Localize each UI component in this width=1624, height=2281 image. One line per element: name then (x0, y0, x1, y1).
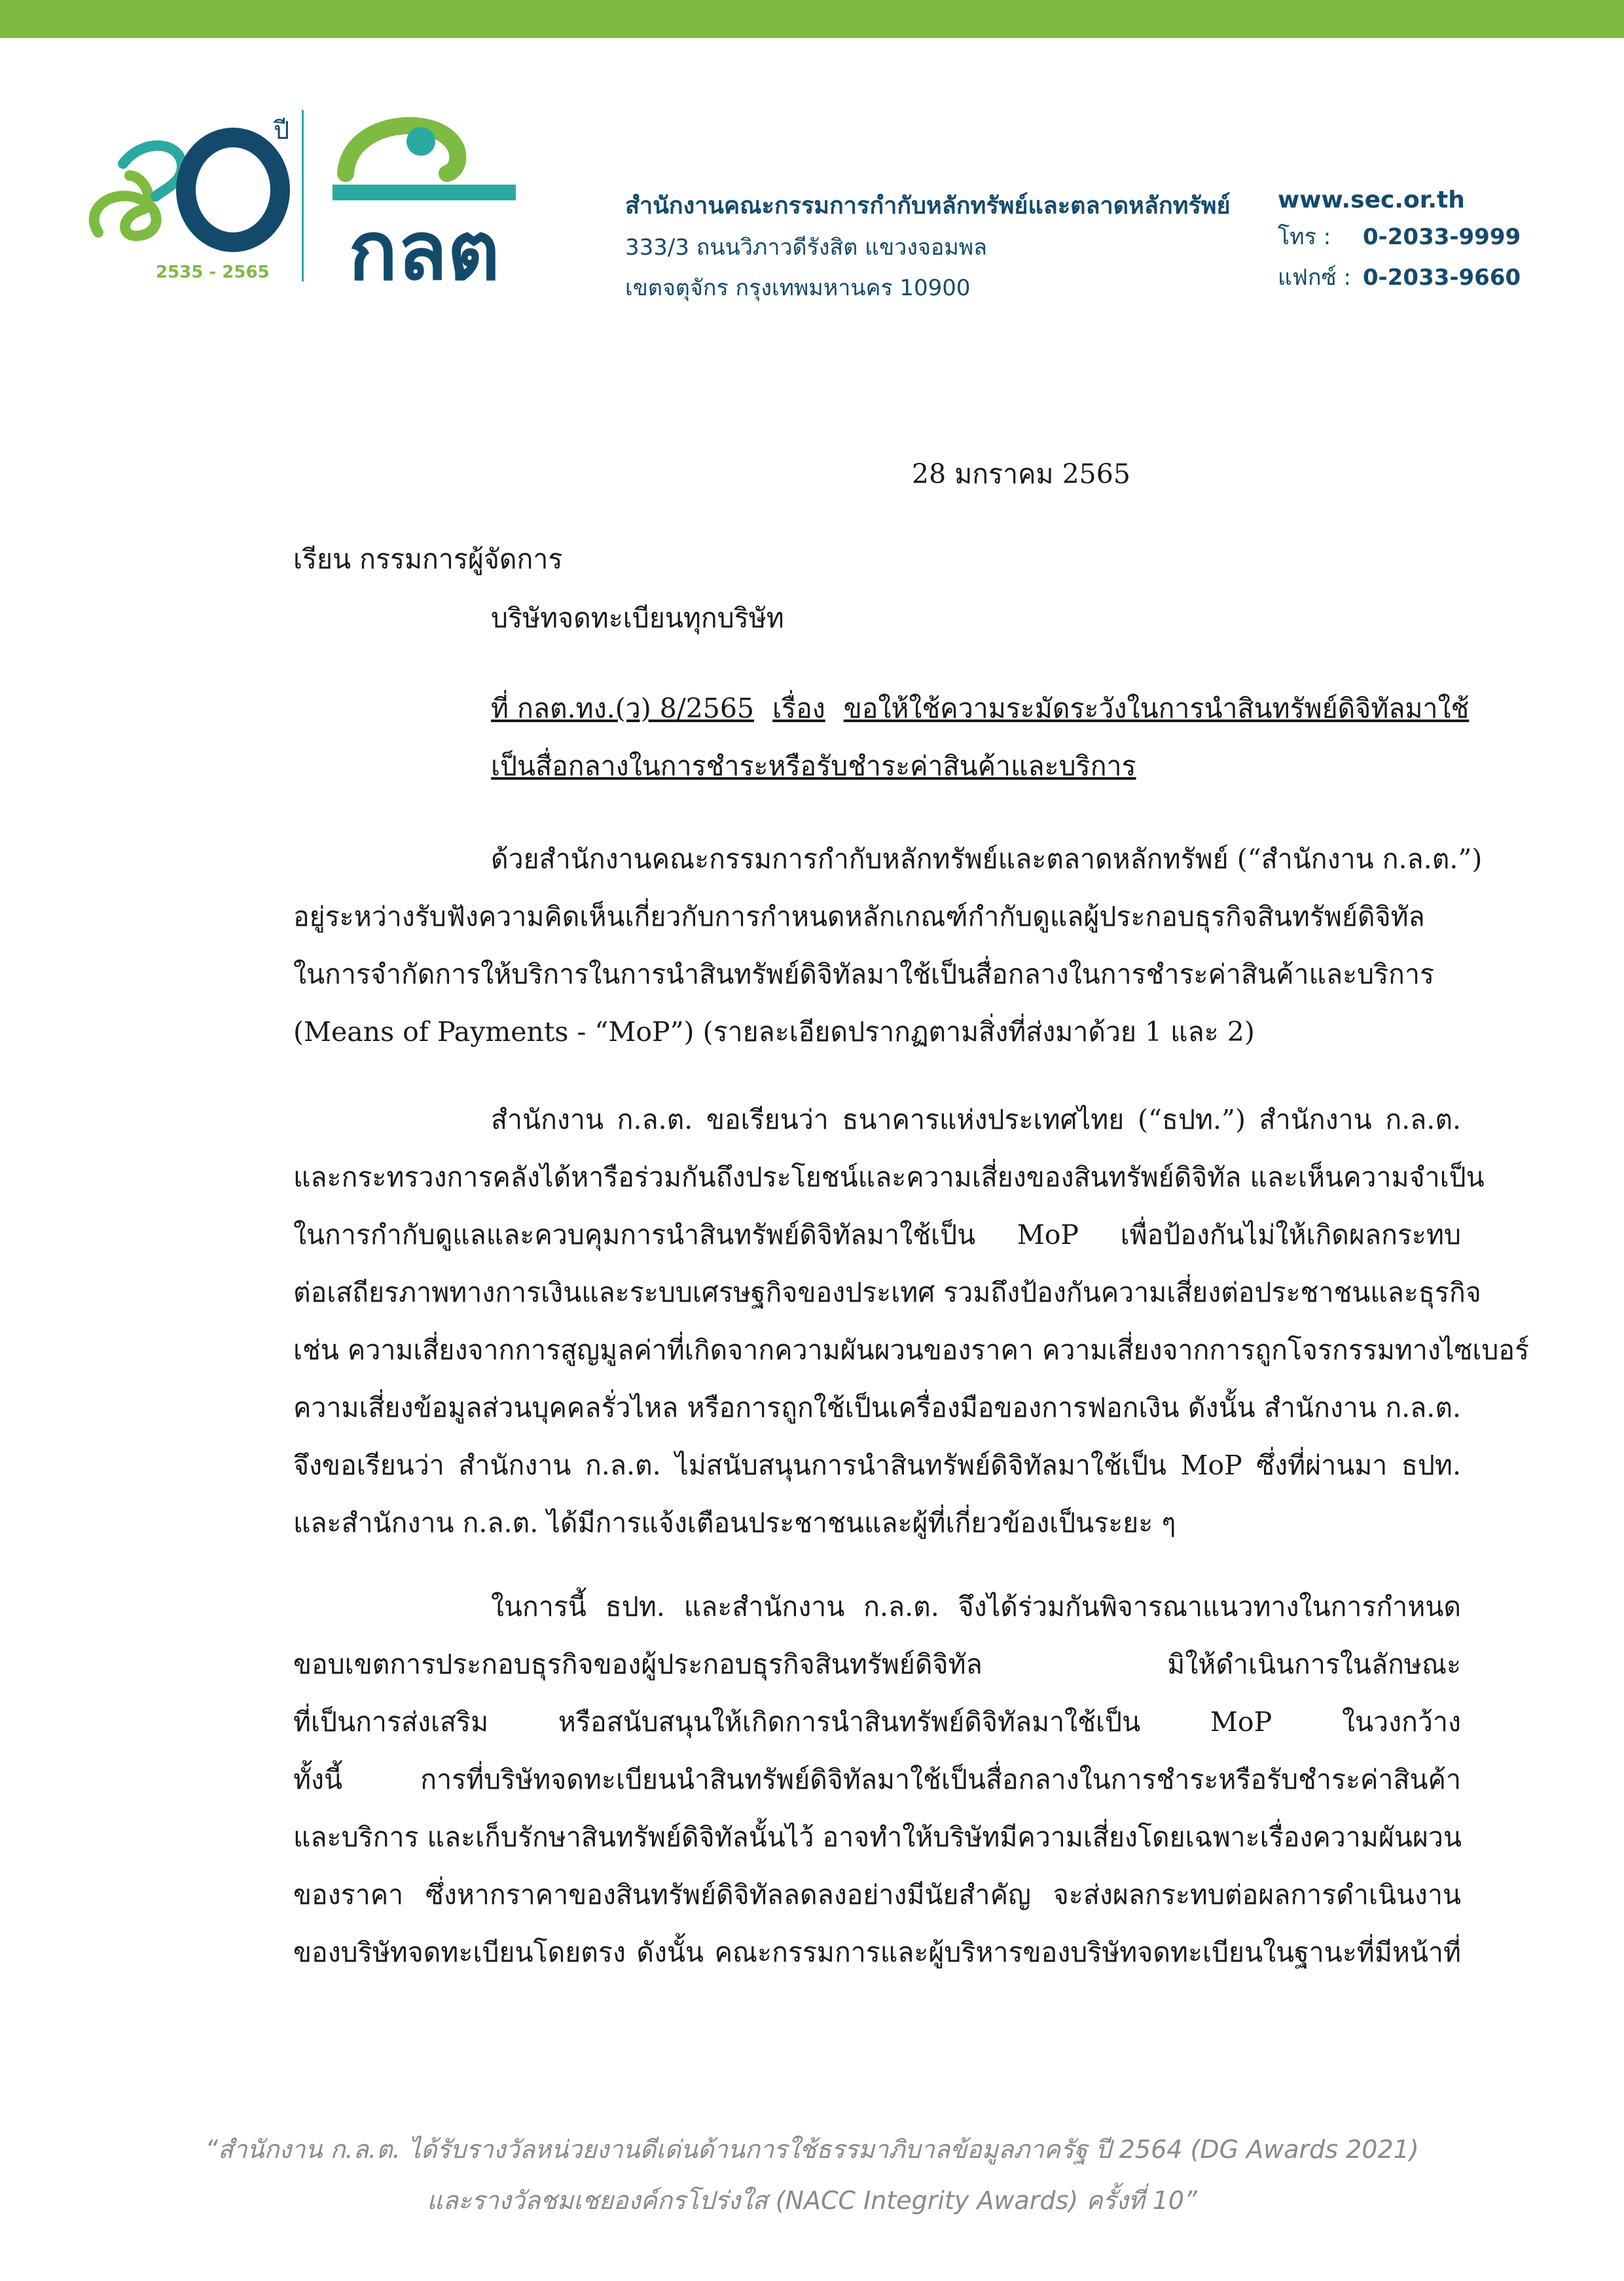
paragraph-line: ขอบเขตการประกอบธุรกิจของผู้ประกอบธุรกิจสินทรัพย์ดิจิทัล มิให้ดำเนินการในลักษณะ (293, 1649, 1461, 1680)
reference-subject (491, 680, 1469, 795)
paragraph-line: ของบริษัทจดทะเบียนโดยตรง ดังนั้น คณะกรรมการและผู้บริหารของบริษัทจดทะเบียนในฐานะที่มีหน้าที่ (293, 1937, 1461, 1968)
paragraph-line: ในการกำกับดูแลและควบคุมการนำสินทรัพย์ดิจิทัลมาใช้เป็น MoP เพื่อป้องกันไม่ให้เกิดผลกระทบ (293, 1219, 1461, 1250)
address-line-2: เขตจตุจักร กรุงเทพมหานคร 10900 (625, 275, 971, 301)
phone-row (1278, 219, 1521, 254)
anniversary-suffix: ปี (274, 116, 290, 145)
paragraph-line: สำนักงาน ก.ล.ต. ขอเรียนว่า ธนาคารแห่งประเทศไทย (“ธปท.”) สำนักงาน ก.ล.ต. (491, 1104, 1461, 1135)
paragraph-line: อยู่ระหว่างรับฟังความคิดเห็นเกี่ยวกับการกำหนดหลักเกณฑ์กำกับดูแลผู้ประกอบธุรกิจสินทรัพย์ดิจิทัล (293, 901, 1425, 932)
fax-number: 0-2033-9660 (1363, 265, 1521, 291)
salutation: เรียน กรรมการผู้จัดการ (293, 543, 563, 575)
reference-number: ที่ กลต.ทง.(ว) 8/2565 (491, 693, 755, 724)
top-accent-bar (0, 0, 1624, 38)
paragraph-line: จึงขอเรียนว่า สำนักงาน ก.ล.ต. ไม่สนับสนุนการนำสินทรัพย์ดิจิทัลมาใช้เป็น MoP ซึ่งที่ผ่านมา ธปท. (293, 1450, 1461, 1481)
paragraph-line: และสำนักงาน ก.ล.ต. ได้มีการแจ้งเตือนประชาชนและผู้ที่เกี่ยวข้องเป็นระยะ ๆ (293, 1507, 1176, 1539)
letter-date: 28 มกราคม 2565 (912, 458, 1130, 490)
logo-divider (302, 110, 304, 282)
paragraph-line: ต่อเสถียรภาพทางการเงินและระบบเศรษฐกิจของประเทศ รวมถึงป้องกันความเสี่ยงต่อประชาชนและธุรกิจ (293, 1277, 1481, 1308)
address-line-1: 333/3 ถนนวิภาวดีรังสิต แขวงจอมพล (625, 234, 987, 261)
contact-info (1278, 187, 1521, 295)
phone-number: 0-2033-9999 (1363, 224, 1521, 250)
org-name: สำนักงานคณะกรรมการกำกับหลักทรัพย์และตลาดหลักทรัพย์ (625, 192, 1231, 219)
subject-line-2: เป็นสื่อกลางในการชำระหรือรับชำระค่าสินค้าและบริการ (491, 750, 1136, 782)
fax-label: แฟกซ์ : (1278, 265, 1351, 291)
salutation-recipient: บริษัทจดทะเบียนทุกบริษัท (491, 602, 784, 634)
paragraph-line: (Means of Payments - “MoP”) (รายละเอียดปรากฏตามสิ่งที่ส่งมาด้วย 1 และ 2) (293, 1016, 1255, 1048)
paragraph-line: ที่เป็นการส่งเสริม หรือสนับสนุนให้เกิดการนำสินทรัพย์ดิจิทัลมาใช้เป็น MoP ในวงกว้าง (293, 1706, 1461, 1738)
subject-label: เรื่อง (772, 693, 825, 724)
paragraph-line: ในการจำกัดการให้บริการในการนำสินทรัพย์ดิจิทัลมาใช้เป็นสื่อกลางในการชำระค่าสินค้าและบริการ (293, 958, 1435, 990)
paragraph-line: เช่น ความเสี่ยงจากการสูญมูลค่าที่เกิดจากความผันผวนของราคา ความเสี่ยงจากการถูกโจรกรรมทางไซเบอร์ (293, 1334, 1530, 1366)
phone-label: โทร : (1278, 224, 1331, 250)
fax-row (1278, 259, 1521, 295)
website-link[interactable]: www.sec.or.th (1278, 187, 1465, 213)
organization-address (625, 187, 1231, 305)
paragraph-line: และกระทรวงการคลังได้หารือร่วมกันถึงประโยชน์และความเสี่ยงของสินทรัพย์ดิจิทัล และเห็นความจำเป็น (293, 1161, 1485, 1193)
footer-award-line-1: “สำนักงาน ก.ล.ต. ได้รับรางวัลหน่วยงานดีเด่นด้านการใช้ธรรมาภิบาลข้อมูลภาครัฐ ปี 2564 (DG Awards 2021) (205, 2135, 1419, 2164)
footer-award-line-2: และรางวัลชมเชยองค์กรโปร่งใส (NACC Integrity Awards) ครั้งที่ 10” (427, 2186, 1197, 2215)
reference-line-1 (491, 680, 1469, 737)
paragraph-line: ทั้งนี้ การที่บริษัทจดทะเบียนนำสินทรัพย์ดิจิทัลมาใช้เป็นสื่อกลางในการชำระหรือรับชำระค่าสินค้า (293, 1764, 1461, 1795)
paragraph-1 (293, 830, 1483, 1061)
paragraph-line: ด้วยสำนักงานคณะกรรมการกำกับหลักทรัพย์และตลาดหลักทรัพย์ (“สำนักงาน ก.ล.ต.”) (491, 843, 1483, 875)
anniversary-30-logo (84, 98, 300, 288)
paragraph-3 (293, 1578, 1461, 1981)
anniversary-years: 2535 - 2565 (156, 263, 270, 282)
paragraph-2 (293, 1091, 1530, 1552)
paragraph-line: ของราคา ซึ่งหากราคาของสินทรัพย์ดิจิทัลลดลงอย่างมีนัยสำคัญ จะส่งผลกระทบต่อผลการดำเนินงาน (293, 1879, 1461, 1910)
subject-line-1: ขอให้ใช้ความระมัดระวังในการนำสินทรัพย์ดิจิทัลมาใช้ (843, 693, 1470, 724)
paragraph-line: ในการนี้ ธปท. และสำนักงาน ก.ล.ต. จึงได้ร่วมกันพิจารณาแนวทางในการกำหนด (491, 1591, 1461, 1622)
paragraph-line: และบริการ และเก็บรักษาสินทรัพย์ดิจิทัลนั้นไว้ อาจทำให้บริษัทมีความเสี่ยงโดยเฉพาะเรื่องความผันผวน (293, 1821, 1462, 1853)
sec-logo (326, 98, 522, 288)
paragraph-line: ความเสี่ยงข้อมูลส่วนบุคคลรั่วไหล หรือการถูกใช้เป็นเครื่องมือของการฟอกเงิน ดังนั้น สำนักงาน ก.ล.ต. (293, 1392, 1461, 1423)
sec-logo-text: กลต (348, 204, 500, 288)
